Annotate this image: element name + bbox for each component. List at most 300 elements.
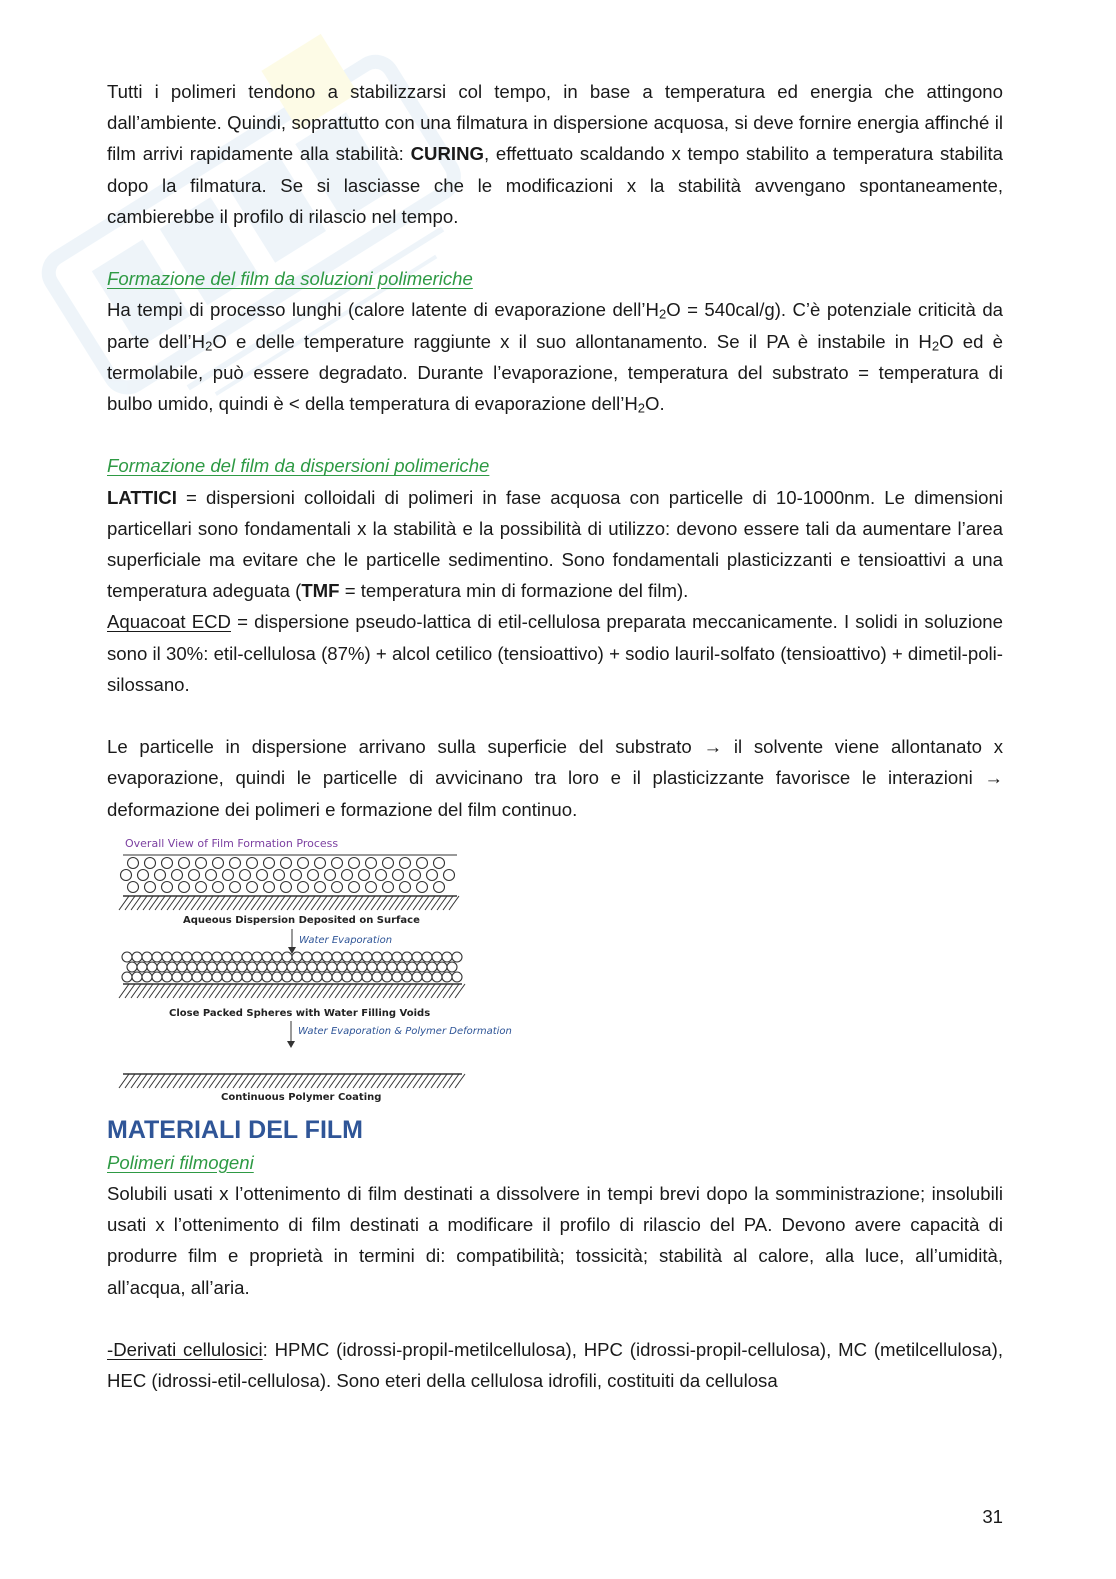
hatch-line xyxy=(287,984,297,998)
hatch-line xyxy=(383,984,393,998)
subtitle-dispersioni: Formazione del film da dispersioni polimeriche xyxy=(107,455,490,477)
particle-circle xyxy=(182,952,192,962)
hatch-line xyxy=(275,1074,285,1088)
hatch-line xyxy=(395,984,405,998)
hatch-line xyxy=(131,984,141,998)
particle-circle xyxy=(242,972,252,982)
hatch-line xyxy=(167,1074,177,1088)
particle-circle xyxy=(422,972,432,982)
hatch-line xyxy=(377,896,387,910)
hatch-line xyxy=(353,984,363,998)
hatch-line xyxy=(299,896,309,910)
particle-circle xyxy=(397,962,407,972)
hatch-line xyxy=(185,1074,195,1088)
hatch-line xyxy=(407,1074,417,1088)
stage1-label: Aqueous Dispersion Deposited on Surface xyxy=(183,914,420,926)
hatch-line xyxy=(311,1074,321,1088)
hatch-line xyxy=(209,896,219,910)
particle-circle xyxy=(332,972,342,982)
particle-circle xyxy=(127,962,137,972)
particle-circle xyxy=(240,869,251,880)
hatch-line xyxy=(161,984,171,998)
particle-circle xyxy=(162,952,172,962)
main-content xyxy=(107,76,1003,1396)
particle-circle xyxy=(262,952,272,962)
hatch-line xyxy=(419,1074,429,1088)
hatch-line xyxy=(407,896,417,910)
particle-circle xyxy=(232,952,242,962)
hatch-line xyxy=(389,984,399,998)
hatch-line xyxy=(419,896,429,910)
particle-circle xyxy=(402,972,412,982)
particle-circle xyxy=(383,857,394,868)
hatch-line xyxy=(173,896,183,910)
hatch-line xyxy=(317,1074,327,1088)
particle-circle xyxy=(196,881,207,892)
hatch-line xyxy=(365,984,375,998)
particle-circle xyxy=(349,881,360,892)
hatch-line xyxy=(221,1074,231,1088)
hatch-line xyxy=(173,984,183,998)
particle-circle xyxy=(349,857,360,868)
hatch-line xyxy=(263,1074,273,1088)
particle-circle xyxy=(128,881,139,892)
hatch-line xyxy=(359,1074,369,1088)
particle-circle xyxy=(297,962,307,972)
particle-circle xyxy=(197,962,207,972)
hatch-line xyxy=(281,984,291,998)
hatch-line xyxy=(335,1074,345,1088)
particle-circle xyxy=(264,857,275,868)
particle-circle xyxy=(367,962,377,972)
particle-circle xyxy=(417,962,427,972)
hatch-line xyxy=(431,896,441,910)
hatch-line xyxy=(299,1074,309,1088)
hatch-line xyxy=(215,984,225,998)
hatch-line xyxy=(311,896,321,910)
particle-circle xyxy=(307,962,317,972)
particle-circle xyxy=(122,972,132,982)
particle-circle xyxy=(432,972,442,982)
particle-circle xyxy=(332,952,342,962)
particle-circle xyxy=(145,881,156,892)
particle-circle xyxy=(167,962,177,972)
hatch-line xyxy=(269,984,279,998)
particle-circle xyxy=(207,962,217,972)
particle-circle xyxy=(179,881,190,892)
particle-circle xyxy=(272,952,282,962)
hatch-line xyxy=(449,896,459,910)
hatch-line xyxy=(323,984,333,998)
particle-circle xyxy=(422,952,432,962)
particle-circle xyxy=(442,972,452,982)
hatch-line xyxy=(125,984,135,998)
particle-circle xyxy=(434,881,445,892)
hatch-line xyxy=(197,896,207,910)
particle-circle xyxy=(274,869,285,880)
hatch-line xyxy=(407,984,417,998)
hatch-line xyxy=(389,1074,399,1088)
hatch-line xyxy=(281,896,291,910)
particle-circle xyxy=(302,972,312,982)
hatch-line xyxy=(299,984,309,998)
particle-circle xyxy=(192,952,202,962)
hatch-line xyxy=(161,896,171,910)
particle-circle xyxy=(177,962,187,972)
particle-circle xyxy=(213,881,224,892)
particle-circle xyxy=(212,972,222,982)
hatch-line xyxy=(227,984,237,998)
hatch-line xyxy=(275,984,285,998)
curing-term: CURING xyxy=(410,143,484,165)
particle-circle xyxy=(172,952,182,962)
hatch-line xyxy=(455,984,465,998)
particle-circle xyxy=(308,869,319,880)
particle-circle xyxy=(362,952,372,962)
particle-circle xyxy=(407,962,417,972)
hatch-line xyxy=(335,984,345,998)
hatch-line xyxy=(233,1074,243,1088)
hatch-line xyxy=(155,1074,165,1088)
particle-circle xyxy=(382,972,392,982)
particle-circle xyxy=(298,857,309,868)
hatch-line xyxy=(329,1074,339,1088)
particle-circle xyxy=(212,952,222,962)
hatch-line xyxy=(419,984,429,998)
hatch-line xyxy=(395,896,405,910)
particle-circle xyxy=(387,962,397,972)
hatch-line xyxy=(221,896,231,910)
particle-circle xyxy=(132,972,142,982)
hatch-line xyxy=(443,896,453,910)
hatch-line xyxy=(455,1074,465,1088)
particle-circle xyxy=(342,972,352,982)
soluzioni-paragraph: Ha tempi di processo lunghi (calore latente di evaporazione $dell’H_2O = 540cal/g$). C’è potenziale criticità da parte $dell’H_2O$ e delle temperature raggiunte x il suo allontanamento. Se il PA è instabile in $H_2O$ ed è termolabile, può essere degradato. Durante l’evaporazione, temperatura del substrato = temperatura di bulbo umido, quindi è < della temperatura di evaporazione $dell’H_2O$. xyxy=(107,299,1003,416)
particle-circle xyxy=(132,952,142,962)
hatch-line xyxy=(305,1074,315,1088)
particle-circle xyxy=(247,881,258,892)
particle-circle xyxy=(152,952,162,962)
hatch-line xyxy=(413,896,423,910)
hatch-line xyxy=(287,896,297,910)
hatch-line xyxy=(263,896,273,910)
hatch-line xyxy=(149,896,159,910)
particle-circle xyxy=(292,972,302,982)
hatch-line xyxy=(437,896,447,910)
hatch-line xyxy=(251,1074,261,1088)
hatch-line xyxy=(155,896,165,910)
hatch-line xyxy=(437,1074,447,1088)
hatch-line xyxy=(305,896,315,910)
hatch-line xyxy=(233,896,243,910)
substrate-hatch xyxy=(119,984,465,998)
particle-circle xyxy=(202,972,212,982)
particle-circle xyxy=(315,881,326,892)
hatch-line xyxy=(311,984,321,998)
particle-circle xyxy=(452,952,462,962)
aquacoat-term: Aquacoat ECD xyxy=(107,611,231,633)
hatch-line xyxy=(431,984,441,998)
particle-circle xyxy=(392,972,402,982)
particle-circle xyxy=(281,881,292,892)
particle-circle xyxy=(432,952,442,962)
hatch-line xyxy=(191,984,201,998)
hatch-line xyxy=(257,984,267,998)
arrow-down-icon xyxy=(287,1041,295,1048)
particle-circle xyxy=(400,881,411,892)
hatch-line xyxy=(191,896,201,910)
particle-circle xyxy=(287,962,297,972)
particle-circle xyxy=(383,881,394,892)
hatch-line xyxy=(185,984,195,998)
particle-circle xyxy=(252,952,262,962)
hatch-line xyxy=(317,984,327,998)
particle-circle xyxy=(237,962,247,972)
hatch-line xyxy=(371,984,381,998)
hatch-line xyxy=(425,984,435,998)
particle-circle xyxy=(412,952,422,962)
hatch-line xyxy=(143,896,153,910)
hatch-line xyxy=(425,896,435,910)
hatch-line xyxy=(251,896,261,910)
particle-circle xyxy=(196,857,207,868)
particle-circle xyxy=(376,869,387,880)
hatch-line xyxy=(425,1074,435,1088)
hatch-line xyxy=(143,1074,153,1088)
particle-circle xyxy=(322,972,332,982)
particle-circle xyxy=(325,869,336,880)
polimeri-paragraph: Solubili usati x l’ottenimento di film destinati a dissolvere in tempi brevi dopo la somministrazione; insolubili usati x l’ottenimento di film destinati a modificare il profilo di rilascio del PA. Devono avere capacità di produrre film e proprietà in termini di: compatibilità; tossicità; stabilità al calore, alla luce, all’umidità, all’acqua, all’aria. xyxy=(107,1183,1003,1298)
hatch-line xyxy=(401,984,411,998)
hatch-line xyxy=(287,1074,297,1088)
hatch-line xyxy=(305,984,315,998)
particle-circle xyxy=(302,952,312,962)
hatch-line xyxy=(269,1074,279,1088)
particle-circle xyxy=(315,857,326,868)
hatch-line xyxy=(317,896,327,910)
hatch-line xyxy=(347,984,357,998)
hatch-line xyxy=(383,896,393,910)
particle-circle xyxy=(277,962,287,972)
particle-circle xyxy=(393,869,404,880)
hatch-line xyxy=(341,1074,351,1088)
hatch-line xyxy=(149,984,159,998)
particle-circle xyxy=(352,972,362,982)
particle-circle xyxy=(147,962,157,972)
hatch-line xyxy=(149,1074,159,1088)
hatch-line xyxy=(335,896,345,910)
hatch-line xyxy=(353,1074,363,1088)
particle-circle xyxy=(417,881,428,892)
hatch-line xyxy=(329,896,339,910)
packed-spheres xyxy=(122,952,462,982)
hatch-line xyxy=(245,984,255,998)
hatch-line xyxy=(323,1074,333,1088)
hatch-line xyxy=(215,896,225,910)
hatch-line xyxy=(137,984,147,998)
particle-circle xyxy=(157,962,167,972)
hatch-line xyxy=(245,1074,255,1088)
particle-circle xyxy=(128,857,139,868)
particle-circle xyxy=(232,972,242,982)
hatch-line xyxy=(203,984,213,998)
particle-circle xyxy=(317,962,327,972)
particle-circle xyxy=(145,857,156,868)
hatch-line xyxy=(191,1074,201,1088)
hatch-line xyxy=(437,984,447,998)
hatch-line xyxy=(197,1074,207,1088)
arrow-icon: → xyxy=(703,736,723,758)
particle-circle xyxy=(172,972,182,982)
hatch-line xyxy=(293,896,303,910)
hatch-line xyxy=(323,896,333,910)
particle-circle xyxy=(217,962,227,972)
hatch-line xyxy=(263,984,273,998)
hatch-line xyxy=(119,984,129,998)
hatch-line xyxy=(137,1074,147,1088)
particle-circle xyxy=(366,881,377,892)
hatch-line xyxy=(119,1074,129,1088)
particle-circle xyxy=(427,869,438,880)
particle-circle xyxy=(257,962,267,972)
particle-circle xyxy=(410,869,421,880)
hatch-line xyxy=(167,984,177,998)
hatch-line xyxy=(281,1074,291,1088)
hatch-line xyxy=(119,896,129,910)
hatch-line xyxy=(341,984,351,998)
particle-circle xyxy=(281,857,292,868)
hatch-line xyxy=(131,1074,141,1088)
hatch-line xyxy=(413,1074,423,1088)
particle-circle xyxy=(262,972,272,982)
hatch-line xyxy=(269,896,279,910)
particle-circle xyxy=(327,962,337,972)
hatch-line xyxy=(179,984,189,998)
particle-circle xyxy=(142,952,152,962)
hatch-line xyxy=(227,896,237,910)
particle-circle xyxy=(291,869,302,880)
hatch-line xyxy=(395,1074,405,1088)
dispersion-spheres xyxy=(121,857,455,892)
particle-circle xyxy=(121,869,132,880)
derivati-term: -Derivati cellulosici xyxy=(107,1339,263,1361)
hatch-line xyxy=(185,896,195,910)
particle-circle xyxy=(122,952,132,962)
particle-circle xyxy=(372,972,382,982)
particle-circle xyxy=(252,972,262,982)
hatch-line xyxy=(389,896,399,910)
hatch-line xyxy=(197,984,207,998)
hatch-line xyxy=(209,984,219,998)
particle-circle xyxy=(347,962,357,972)
particle-circle xyxy=(222,952,232,962)
hatch-line xyxy=(233,984,243,998)
lattici-paragraph: LATTICI = dispersioni colloidali di polimeri in fase acquosa con particelle di 10-1000nm. Le dimensioni particellari sono fondamentali x la stabilità e la possibilità di utilizzo: devono essere tali da aumentare l’area superficiale ma evitare che le particelle sedimentino. Sono fondamentali plasticizzanti e tensioattivi a una temperatura adeguata (TMF = temperatura min di formazione del film). xyxy=(107,486,1003,602)
hatch-line xyxy=(347,896,357,910)
particle-circle xyxy=(362,972,372,982)
particle-circle xyxy=(337,962,347,972)
particle-circle xyxy=(272,972,282,982)
particle-circle xyxy=(372,952,382,962)
hatch-line xyxy=(359,896,369,910)
particle-circle xyxy=(366,857,377,868)
substrate-hatch xyxy=(119,1074,465,1088)
film-formation-figure xyxy=(117,833,537,1105)
hatch-line xyxy=(251,984,261,998)
hatch-line xyxy=(173,1074,183,1088)
particle-circle xyxy=(267,962,277,972)
hatch-line xyxy=(371,1074,381,1088)
particle-circle xyxy=(437,962,447,972)
particle-circle xyxy=(152,972,162,982)
particle-circle xyxy=(427,962,437,972)
particle-circle xyxy=(162,972,172,982)
particle-circle xyxy=(442,952,452,962)
particle-circle xyxy=(142,972,152,982)
hatch-line xyxy=(143,984,153,998)
particle-circle xyxy=(400,857,411,868)
hatch-line xyxy=(239,984,249,998)
hatch-line xyxy=(155,984,165,998)
particle-circle xyxy=(392,952,402,962)
particle-circle xyxy=(247,857,258,868)
hatch-line xyxy=(449,984,459,998)
particle-circle xyxy=(230,857,241,868)
hatch-line xyxy=(131,896,141,910)
intro-paragraph: Tutti i polimeri tendono a stabilizzarsi col tempo, in base a temperatura ed energia che attingono dall’ambiente. Quindi, soprattutto con una filmatura in dispersione acquosa, si deve fornire energia affinché il film arrivi rapidamente alla stabilità: CURING, effettuato scaldando x tempo stabilito a temperatura stabilita dopo la filmatura. Se si lasciasse che le modificazioni x la stabilità avvengano spontaneamente, cambierebbe il profilo di rilascio nel tempo. xyxy=(107,81,1003,227)
particle-circle xyxy=(155,869,166,880)
stage2-label: Close Packed Spheres with Water Filling Voids xyxy=(169,1007,431,1019)
hatch-line xyxy=(347,1074,357,1088)
particle-circle xyxy=(377,962,387,972)
particles-paragraph: Le particelle in dispersione arrivano sulla superficie del substrato → il solvente viene allontanato x evaporazione, quindi le particelle di avvicinano tra loro e il plasticizzante favorisce le interazioni → deformazione dei polimeri e formazione del film continuo. xyxy=(107,736,1003,820)
particle-circle xyxy=(412,972,422,982)
hatch-line xyxy=(443,984,453,998)
hatch-line xyxy=(179,896,189,910)
hatch-line xyxy=(449,1074,459,1088)
particle-circle xyxy=(230,881,241,892)
particle-circle xyxy=(206,869,217,880)
hatch-line xyxy=(293,1074,303,1088)
particle-circle xyxy=(138,869,149,880)
particle-circle xyxy=(257,869,268,880)
particle-circle xyxy=(137,962,147,972)
hatch-line xyxy=(245,896,255,910)
particle-circle xyxy=(312,972,322,982)
hatch-line xyxy=(125,896,135,910)
hatch-line xyxy=(365,1074,375,1088)
particle-circle xyxy=(444,869,455,880)
section-heading: MATERIALI DEL FILM xyxy=(107,1115,363,1144)
hatch-line xyxy=(239,1074,249,1088)
particle-circle xyxy=(352,952,362,962)
hatch-line xyxy=(371,896,381,910)
hatch-line xyxy=(161,1074,171,1088)
hatch-line xyxy=(413,984,423,998)
hatch-line xyxy=(167,896,177,910)
particle-circle xyxy=(452,972,462,982)
hatch-line xyxy=(383,1074,393,1088)
hatch-line xyxy=(179,1074,189,1088)
particle-circle xyxy=(417,857,428,868)
hatch-line xyxy=(377,984,387,998)
hatch-line xyxy=(137,896,147,910)
particle-circle xyxy=(189,869,200,880)
particle-circle xyxy=(312,952,322,962)
hatch-line xyxy=(209,1074,219,1088)
particle-circle xyxy=(447,962,457,972)
hatch-line xyxy=(365,896,375,910)
